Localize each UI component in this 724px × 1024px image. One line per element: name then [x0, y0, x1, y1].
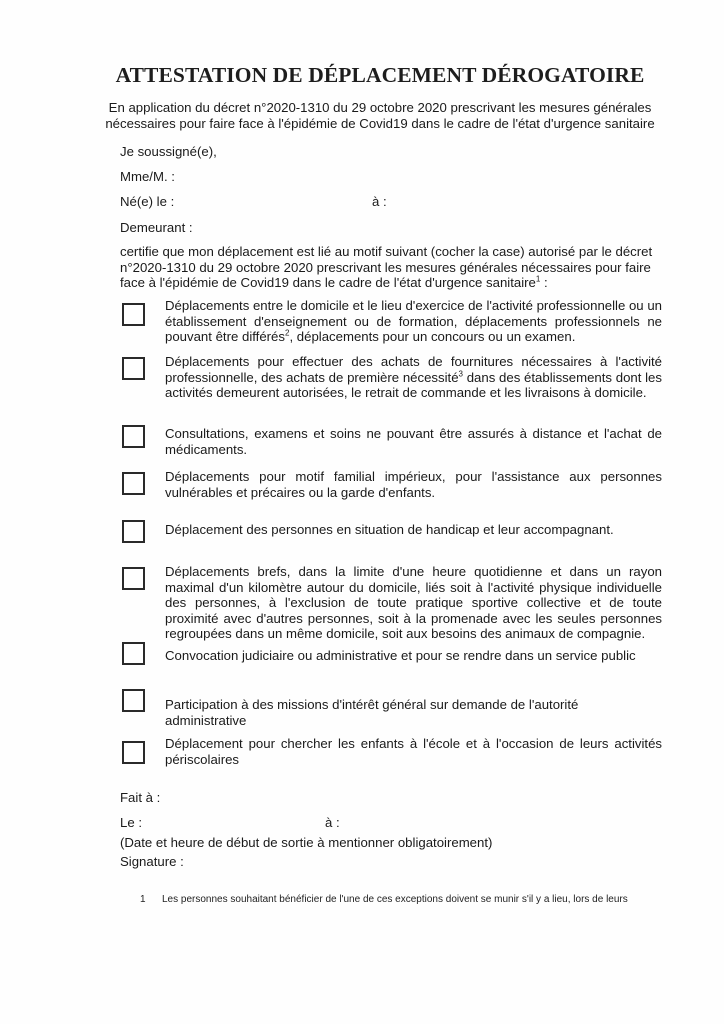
- time-field[interactable]: [348, 815, 548, 831]
- certification-suffix: :: [540, 275, 548, 291]
- signature-label: Signature :: [120, 854, 184, 869]
- intro-text: Je soussigné(e),: [120, 144, 217, 159]
- checkbox-sante[interactable]: [122, 425, 145, 448]
- date-time-note: (Date et heure de début de sortie à mentionner obligatoirement): [120, 835, 493, 850]
- checkbox-sport-animaux[interactable]: [122, 567, 145, 590]
- checkbox-missions[interactable]: [122, 689, 145, 712]
- footnote-ref-2: 2: [285, 328, 290, 338]
- footnote-number-1: 1: [140, 894, 146, 905]
- reason-achats-text: Déplacements pour effectuer des achats de fournitures nécessaires à l'activité professionnelle, des achats de première nécessité: [165, 354, 662, 385]
- address-label: Demeurant :: [120, 220, 193, 235]
- footnote-text-1: Les personnes souhaitant bénéficier de l'une de ces exceptions doivent se munir s'il y a lieu, lors de leurs: [162, 894, 628, 905]
- reason-enfants: Déplacement pour chercher les enfants à l'école et à l'occasion de leurs activités périscolaires: [165, 736, 662, 767]
- reason-travail-text: Déplacements entre le domicile et le lieu d'exercice de l'activité professionnelle ou un établissement d'enseignement ou de formation, déplacements professionnels ne pouvant être différés: [165, 298, 662, 345]
- reason-sante: Consultations, examens et soins ne pouvant être assurés à distance et l'achat de médicaments.: [165, 426, 662, 457]
- birth-place-field[interactable]: [395, 194, 655, 210]
- reason-convocation: Convocation judiciaire ou administrative et pour se rendre dans un service public: [165, 648, 636, 663]
- footnote-ref-1: 1: [535, 274, 541, 284]
- date-field[interactable]: [150, 815, 315, 831]
- certification-text: [120, 244, 665, 291]
- checkbox-enfants[interactable]: [122, 741, 145, 764]
- reason-travail: [165, 298, 662, 345]
- place-field[interactable]: [172, 790, 632, 806]
- date-label: Le :: [120, 815, 142, 830]
- reason-famille: Déplacements pour motif familial impérieux, pour l'assistance aux personnes vulnérables et précaires ou la garde d'enfants.: [165, 469, 662, 500]
- reason-handicap: Déplacement des personnes en situation de handicap et leur accompagnant.: [165, 522, 614, 537]
- birth-place-label: à :: [372, 194, 387, 209]
- checkbox-handicap[interactable]: [122, 520, 145, 543]
- reason-sport-animaux: Déplacements brefs, dans la limite d'une heure quotidienne et dans un rayon maximal d'un kilomètre autour du domicile, liés soit à l'activité physique individuelle des personnes, à l'exclusion de toute pratique sportive collective et de toute proximité avec d'autres personnes, soit à la promenade avec les seules personnes regroupées dans un même domicile, soit aux besoins des animaux de compagnie.: [165, 564, 662, 642]
- checkbox-travail[interactable]: [122, 303, 145, 326]
- reason-missions: Participation à des missions d'intérêt général sur demande de l'autorité administrative: [165, 697, 579, 728]
- checkbox-famille[interactable]: [122, 472, 145, 495]
- document-title: ATTESTATION DE DÉPLACEMENT DÉROGATOIRE: [115, 63, 645, 87]
- certification-body: certifie que mon déplacement est lié au motif suivant (cocher la case) autorisé par le décret n°2020-1310 du 29 octobre 2020 prescrivant les mesures générales nécessaires pour faire face à l'épidémie de Covid19 dans le cadre de l'état d'urgence sanitaire: [120, 244, 653, 291]
- subtitle-line-2: nécessaires pour faire face à l'épidémie de Covid19 dans le cadre de l'état d'urgence sanitaire: [105, 116, 655, 131]
- address-field[interactable]: [200, 220, 660, 236]
- subtitle-line-1: En application du décret n°2020-1310 du 29 octobre 2020 prescrivant les mesures générales: [108, 100, 652, 115]
- reason-achats-text-end: dans des établissements dont les activités demeurent autorisées, le retrait de commande et les livraisons à domicile.: [165, 369, 662, 401]
- checkbox-convocation[interactable]: [122, 642, 145, 665]
- signature-area[interactable]: [200, 852, 500, 882]
- checkbox-achats[interactable]: [122, 357, 145, 380]
- time-label: à :: [325, 815, 340, 830]
- reason-travail-text-end: , déplacements pour un concours ou un examen.: [289, 329, 576, 345]
- place-label: Fait à :: [120, 790, 161, 805]
- reason-achats: [165, 354, 662, 401]
- name-label: Mme/M. :: [120, 169, 175, 184]
- birth-date-field[interactable]: [185, 194, 365, 210]
- footnote-ref-3: 3: [458, 369, 463, 379]
- document-subtitle: [0, 100, 724, 132]
- name-field[interactable]: [180, 169, 640, 185]
- birth-date-label: Né(e) le :: [120, 194, 175, 209]
